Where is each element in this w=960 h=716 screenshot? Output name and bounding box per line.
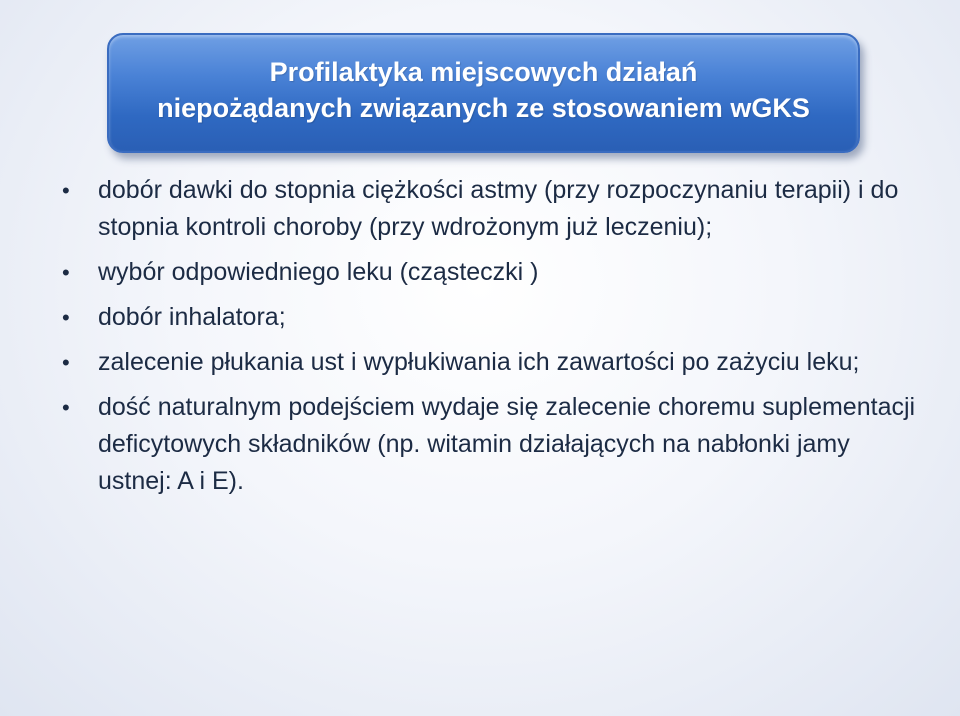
bullet-list (60, 172, 920, 508)
bullet-text: dość naturalnym podejściem wydaje się zalecenie choremu suplementacji deficytowych składników (np. witamin działających na nabłonki jamy ustnej: A i E). (98, 393, 916, 495)
bullet-icon: • (62, 350, 70, 375)
bullet-text: zalecenie płukania ust i wypłukiwania ich zawartości po zażyciu leku; (98, 348, 860, 376)
bullet-item (60, 254, 920, 291)
slide-title-line-2: niepożądanych związanych ze stosowaniem wGKS (157, 93, 810, 123)
bullet-text: wybór odpowiedniego leku (cząsteczki ) (98, 258, 539, 286)
bullet-icon: • (62, 395, 70, 420)
bullet-item (60, 172, 920, 246)
bullet-item (60, 299, 920, 336)
bullet-icon: • (62, 305, 70, 330)
bullet-icon: • (62, 260, 70, 285)
bullet-item (60, 344, 920, 381)
bullet-text: dobór inhalatora; (98, 303, 286, 331)
slide-title-line-1: Profilaktyka miejscowych działań (269, 57, 698, 87)
slide-title-box (107, 33, 860, 153)
bullet-text: dobór dawki do stopnia ciężkości astmy (przy rozpoczynaniu terapii) i do stopnia kontroli choroby (przy wdrożonym już leczeniu); (98, 176, 899, 241)
bullet-item (60, 389, 920, 500)
bullet-icon: • (62, 178, 70, 203)
